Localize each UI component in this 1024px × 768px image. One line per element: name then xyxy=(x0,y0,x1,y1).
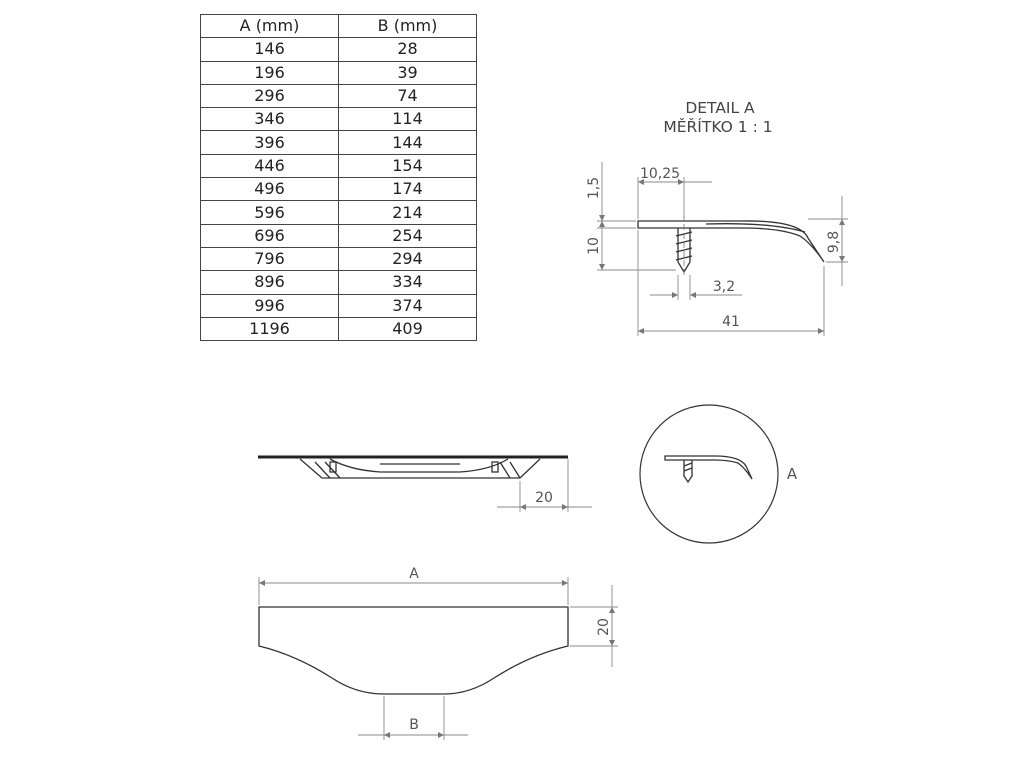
dim-10: 10 xyxy=(586,237,602,255)
dim-1-5: 1,5 xyxy=(586,176,602,200)
cell-a: 396 xyxy=(201,131,339,154)
cell-a: 596 xyxy=(201,201,339,224)
side-view xyxy=(258,457,592,512)
front-dim-20: 20 xyxy=(596,618,612,636)
detail-scale: MĚŘÍTKO 1 : 1 xyxy=(663,118,773,136)
dim-10-25: 10,25 xyxy=(639,166,681,182)
detail-profile xyxy=(638,215,824,275)
cell-a: 496 xyxy=(201,178,339,201)
side-dim-20: 20 xyxy=(535,490,553,506)
dim-3-2: 3,2 xyxy=(712,279,736,295)
cell-b: 334 xyxy=(339,271,477,294)
cell-b: 144 xyxy=(339,131,477,154)
front-dim-b: B xyxy=(409,717,419,733)
cell-b: 254 xyxy=(339,224,477,247)
cell-a: 696 xyxy=(201,224,339,247)
cell-b: 374 xyxy=(339,294,477,317)
cell-a: 346 xyxy=(201,108,339,131)
cell-a: 146 xyxy=(201,38,339,61)
column-header-b: B (mm) xyxy=(339,15,477,38)
cell-b: 154 xyxy=(339,154,477,177)
detail-circle xyxy=(640,405,798,543)
cell-a: 796 xyxy=(201,247,339,270)
cell-b: 214 xyxy=(339,201,477,224)
cell-a: 1196 xyxy=(201,317,339,340)
cell-a: 196 xyxy=(201,61,339,84)
front-dim-a: A xyxy=(409,566,419,582)
cell-a: 896 xyxy=(201,271,339,294)
cell-b: 39 xyxy=(339,61,477,84)
column-header-a: A (mm) xyxy=(201,15,339,38)
detail-title: DETAIL A xyxy=(685,99,755,117)
cell-b: 294 xyxy=(339,247,477,270)
cell-a: 446 xyxy=(201,154,339,177)
cell-b: 174 xyxy=(339,178,477,201)
detail-a-view xyxy=(586,99,848,336)
cell-a: 296 xyxy=(201,84,339,107)
cell-b: 74 xyxy=(339,84,477,107)
detail-marker-a: A xyxy=(786,465,798,483)
cell-b: 114 xyxy=(339,108,477,131)
dim-9-8: 9,8 xyxy=(826,230,842,254)
dim-41: 41 xyxy=(722,314,740,330)
front-view xyxy=(259,566,618,740)
cell-a: 996 xyxy=(201,294,339,317)
cell-b: 409 xyxy=(339,317,477,340)
cell-b: 28 xyxy=(339,38,477,61)
